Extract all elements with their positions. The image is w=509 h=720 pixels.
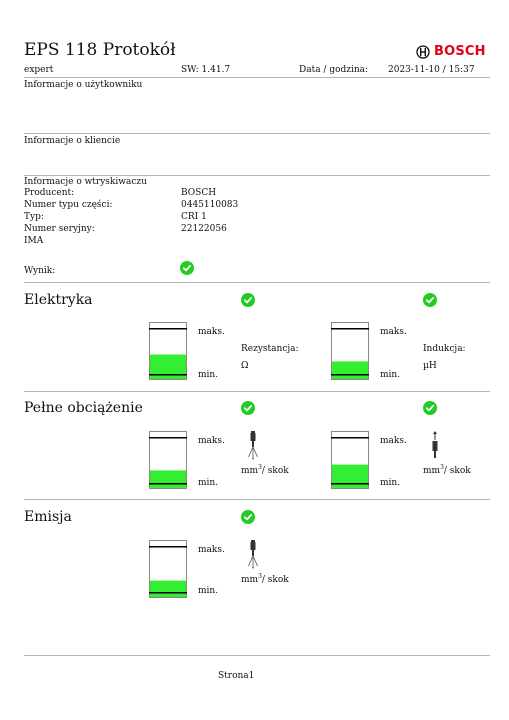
user-info-heading: Informacje o użytkowniku	[24, 80, 143, 90]
injector-ima-label: IMA	[24, 236, 44, 246]
injector-info-heading: Informacje o wtryskiwaczu	[24, 177, 147, 187]
emission-unit	[241, 575, 289, 586]
report-title: EPS 118 Protokół	[24, 40, 176, 60]
resistance-unit: Ω	[241, 361, 249, 371]
unit-base: mm	[241, 466, 259, 476]
emission-max-label: maks.	[198, 545, 225, 555]
unit-suffix: / skok	[261, 466, 289, 476]
full-load-right-ok-icon	[423, 401, 437, 415]
unit-exponent: 3	[440, 464, 444, 471]
unit-suffix: / skok	[443, 466, 471, 476]
software-version: SW: 1.41.7	[181, 65, 231, 75]
emission-ok-icon	[241, 510, 255, 524]
divider	[24, 499, 490, 500]
footer-divider	[24, 655, 490, 656]
injector-part-number-value: 0445110083	[181, 200, 239, 210]
injector-spray-icon	[246, 540, 260, 570]
resistance-max-label: maks.	[198, 327, 225, 337]
divider	[24, 133, 490, 134]
full-load-left-min-label: min.	[198, 478, 219, 488]
divider	[24, 391, 490, 392]
injector-return-icon	[428, 431, 442, 461]
bosch-armature-icon	[416, 45, 430, 59]
injector-manufacturer-value: BOSCH	[181, 188, 217, 198]
full-load-right-min-label: min.	[380, 478, 401, 488]
unit-exponent: 3	[258, 464, 262, 471]
bosch-logo	[416, 44, 486, 59]
inductance-min-label: min.	[380, 370, 401, 380]
full-load-right-unit	[423, 466, 471, 477]
inductance-gauge	[331, 322, 369, 380]
full-load-right-gauge	[331, 431, 369, 489]
unit-suffix: / skok	[261, 575, 289, 585]
inductance-unit: µH	[423, 361, 437, 371]
brand-name: BOSCH	[434, 44, 486, 59]
divider	[24, 282, 490, 283]
emission-gauge	[149, 540, 187, 598]
injector-type-label: Typ:	[24, 212, 44, 222]
date-label: Data / godzina:	[299, 65, 369, 75]
page-number: Strona1	[218, 671, 255, 681]
injector-serial-value: 22122056	[181, 224, 227, 234]
unit-exponent: 3	[258, 573, 262, 580]
resistance-label: Rezystancja:	[241, 344, 299, 354]
section-title-full-load: Pełne obciążenie	[24, 400, 143, 416]
unit-base: mm	[423, 466, 441, 476]
full-load-right-max-label: maks.	[380, 436, 407, 446]
unit-base: mm	[241, 575, 259, 585]
resistance-min-label: min.	[198, 370, 219, 380]
user-name: expert	[24, 65, 54, 75]
result-ok-icon	[180, 261, 194, 275]
full-load-left-ok-icon	[241, 401, 255, 415]
divider	[24, 77, 490, 78]
inductance-label: Indukcja:	[423, 344, 466, 354]
emission-min-label: min.	[198, 586, 219, 596]
injector-type-value: CRI 1	[181, 212, 207, 222]
section-title-electrical: Elektryka	[24, 292, 93, 308]
full-load-left-gauge	[149, 431, 187, 489]
date-value: 2023-11-10 / 15:37	[388, 65, 475, 75]
electrical-right-ok-icon	[423, 293, 437, 307]
divider	[24, 175, 490, 176]
full-load-left-max-label: maks.	[198, 436, 225, 446]
injector-part-number-label: Numer typu części:	[24, 200, 113, 210]
result-label: Wynik:	[24, 266, 56, 276]
full-load-left-unit	[241, 466, 289, 477]
client-info-heading: Informacje o kliencie	[24, 136, 121, 146]
injector-manufacturer-label: Producent:	[24, 188, 75, 198]
resistance-gauge	[149, 322, 187, 380]
inductance-max-label: maks.	[380, 327, 407, 337]
electrical-left-ok-icon	[241, 293, 255, 307]
injector-spray-icon	[246, 431, 260, 461]
section-title-emission: Emisja	[24, 509, 72, 525]
injector-serial-label: Numer seryjny:	[24, 224, 95, 234]
